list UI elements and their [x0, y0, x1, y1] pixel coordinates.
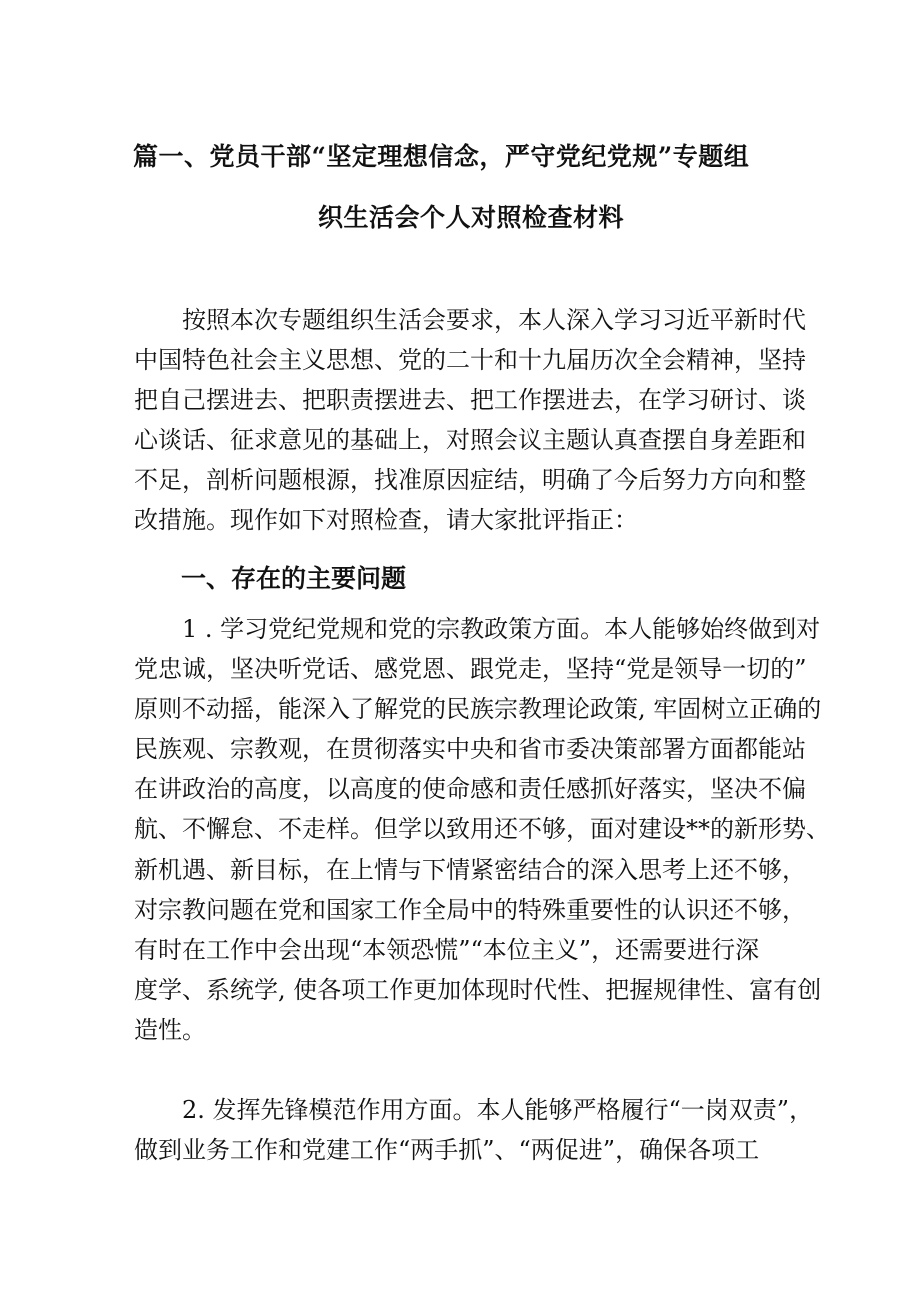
text-line: 按照本次专题组织生活会要求，本人深入学习习近平新时代	[182, 306, 806, 334]
text-line: 中国特色社会主义思想、党的二十和十九届历次全会精神，坚持	[134, 346, 806, 374]
text-line: 原则不动摇，能深入了解党的民族宗教理论政策, 牢固树立正确的	[134, 695, 822, 724]
text-line: 有时在工作中会出现“本领恐慌”“本位主义”，还需要进行深	[134, 935, 760, 964]
text-line: 党忠诚，坚决听党话、感党恩、跟党走，坚持“党是领导一切的”	[134, 655, 807, 684]
text-line: 做到业务工作和党建工作“两手抓”、“两促进”，确保各项工	[134, 1136, 760, 1164]
intro-paragraph	[134, 300, 806, 540]
document-title-line-2: 织生活会个人对照检查材料	[318, 203, 625, 232]
document-title-line-1: 篇一、党员干部“坚定理想信念，严守党纪党规”专题组	[133, 142, 750, 171]
text-line: 不足，剖析问题根源，找准原因症结，明确了今后努力方向和整	[134, 466, 806, 494]
text-line: 度学、系统学, 使各项工作更加体现时代性、把握规律性、富有创	[134, 975, 822, 1004]
text-line: 在讲政治的高度，以高度的使命感和责任感抓好落实，坚决不偏	[134, 775, 806, 804]
item-2-paragraph	[134, 1090, 814, 1170]
text-line: 心谈话、征求意见的基础上，对照会议主题认真查摆自身差距和	[134, 426, 806, 454]
item-1-paragraph	[134, 609, 830, 1050]
text-line: 造性。	[134, 1015, 206, 1044]
section-heading: 一、存在的主要问题	[181, 564, 407, 593]
text-line: 新机遇、新目标，在上情与下情紧密结合的深入思考上还不够，	[134, 855, 806, 884]
text-line: 改措施。现作如下对照检查，请大家批评指正：	[134, 506, 638, 534]
text-line: 1 . 学习党纪党规和党的宗教政策方面。本人能够始终做到对	[182, 615, 821, 643]
text-line: 航、不懈怠、不走样。但学以致用还不够，面对建设**的新形势、	[134, 815, 830, 844]
text-line: 对宗教问题在党和国家工作全局中的特殊重要性的认识还不够，	[134, 895, 806, 924]
text-line: 2. 发挥先锋模范作用方面。本人能够严格履行“一岗双责”，	[182, 1096, 814, 1124]
text-line: 民族观、宗教观，在贯彻落实中央和省市委决策部署方面都能站	[134, 735, 806, 764]
text-line: 把自己摆进去、把职责摆进去、把工作摆进去，在学习研讨、谈	[134, 386, 806, 414]
